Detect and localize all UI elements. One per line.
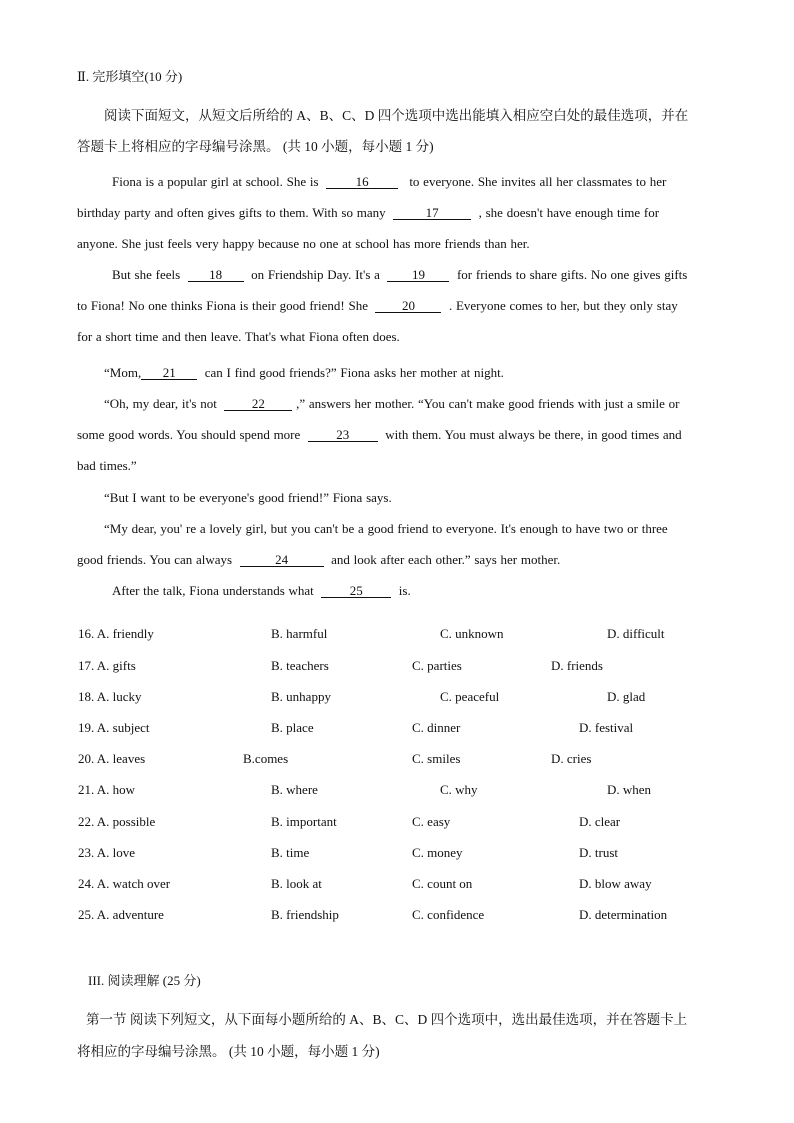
passage-line: Fiona is a popular girl at school. She is 16 to everyone. She invites all her classmates to her — [112, 174, 667, 189]
option-24-b[interactable]: B. look at — [271, 876, 322, 891]
option-22-b[interactable]: B. important — [271, 814, 337, 829]
section-title-reading: III. 阅读理解 (25 分) — [88, 973, 201, 988]
option-21-d[interactable]: D. when — [607, 782, 652, 797]
passage-line: “Oh, my dear, it's not 22 ,” answers her mother. “You can't make good friends with just a smile or — [104, 396, 680, 411]
cloze-instruction-line2: 答题卡上将相应的字母编号涂黑。 (共 10 小题，每小题 1 分) — [77, 139, 434, 154]
blank-16[interactable]: 16 — [326, 175, 398, 189]
option-18-b[interactable]: B. unhappy — [271, 689, 331, 704]
reading-instruction-line1: 第一节 阅读下列短文，从下面每小题所给的 A、B、C、D 四个选项中，选出最佳选项，并在答题卡上 — [86, 1012, 688, 1027]
passage-line: But she feels 18 on Friendship Day. It's a 19 for friends to share gifts. No one gives gifts — [112, 267, 688, 282]
option-17-c[interactable]: C. parties — [412, 658, 462, 673]
option-18-a[interactable]: 18. A. lucky — [78, 689, 142, 704]
option-20-b[interactable]: B.comes — [243, 751, 289, 766]
passage-line: bad times.” — [77, 458, 137, 473]
option-23-d[interactable]: D. trust — [579, 845, 618, 860]
reading-instruction-line2: 将相应的字母编号涂黑。 (共 10 小题，每小题 1 分) — [77, 1044, 380, 1059]
option-24-a[interactable]: 24. A. watch over — [78, 876, 171, 891]
option-24-d[interactable]: D. blow away — [579, 876, 652, 891]
option-22-d[interactable]: D. clear — [579, 814, 621, 829]
option-18-c[interactable]: C. peaceful — [440, 689, 500, 704]
blank-21[interactable]: 21 — [141, 366, 197, 380]
option-16-c[interactable]: C. unknown — [440, 626, 504, 641]
option-16-a[interactable]: 16. A. friendly — [78, 626, 154, 641]
option-25-d[interactable]: D. determination — [579, 907, 668, 922]
option-16-d[interactable]: D. difficult — [607, 626, 665, 641]
option-25-b[interactable]: B. friendship — [271, 907, 339, 922]
option-22-a[interactable]: 22. A. possible — [78, 814, 156, 829]
option-19-b[interactable]: B. place — [271, 720, 314, 735]
option-24-c[interactable]: C. count on — [412, 876, 473, 891]
blank-22[interactable]: 22 — [224, 397, 292, 411]
section-title-cloze: Ⅱ. 完形填空(10 分) — [77, 69, 183, 84]
blank-18[interactable]: 18 — [188, 268, 244, 282]
option-18-d[interactable]: D. glad — [607, 689, 646, 704]
option-19-d[interactable]: D. festival — [579, 720, 634, 735]
passage-line: “Mom, 21 can I find good friends?” Fiona asks her mother at night. — [104, 365, 504, 380]
option-22-c[interactable]: C. easy — [412, 814, 451, 829]
blank-17[interactable]: 17 — [393, 206, 471, 220]
passage-line: “But I want to be everyone's good friend!” Fiona says. — [104, 490, 392, 505]
passage-line: to Fiona! No one thinks Fiona is their good friend! She 20 . Everyone comes to her, but they only stay — [77, 298, 678, 313]
option-20-a[interactable]: 20. A. leaves — [78, 751, 146, 766]
passage-line: some good words. You should spend more 23 with them. You must always be there, in good times and — [77, 427, 682, 442]
blank-23[interactable]: 23 — [308, 428, 378, 442]
option-25-a[interactable]: 25. A. adventure — [78, 907, 164, 922]
option-25-c[interactable]: C. confidence — [412, 907, 485, 922]
option-19-a[interactable]: 19. A. subject — [78, 720, 150, 735]
passage-line: anyone. She just feels very happy because no one at school has more friends than her. — [77, 236, 530, 251]
blank-24[interactable]: 24 — [240, 553, 324, 567]
option-21-c[interactable]: C. why — [440, 782, 478, 797]
option-16-b[interactable]: B. harmful — [271, 626, 328, 641]
option-23-b[interactable]: B. time — [271, 845, 310, 860]
passage-line: good friends. You can always 24 and look after each other.” says her mother. — [77, 552, 561, 567]
option-23-a[interactable]: 23. A. love — [78, 845, 136, 860]
blank-25[interactable]: 25 — [321, 584, 391, 598]
cloze-instruction-line1: 阅读下面短文，从短文后所给的 A、B、C、D 四个选项中选出能填入相应空白处的最佳选项，并在 — [104, 108, 689, 123]
option-20-d[interactable]: D. cries — [551, 751, 592, 766]
blank-19[interactable]: 19 — [387, 268, 449, 282]
passage-line: birthday party and often gives gifts to them. With so many 17 , she doesn't have enough time for — [77, 205, 660, 220]
option-17-d[interactable]: D. friends — [551, 658, 603, 673]
option-19-c[interactable]: C. dinner — [412, 720, 461, 735]
passage-line: for a short time and then leave. That's what Fiona often does. — [77, 329, 400, 344]
option-17-a[interactable]: 17. A. gifts — [78, 658, 136, 673]
option-17-b[interactable]: B. teachers — [271, 658, 329, 673]
passage-line: “My dear, you' re a lovely girl, but you can't be a good friend to everyone. It's enough to have two or three — [104, 521, 668, 536]
option-20-c[interactable]: C. smiles — [412, 751, 461, 766]
blank-20[interactable]: 20 — [375, 299, 441, 313]
option-21-a[interactable]: 21. A. how — [78, 782, 136, 797]
option-23-c[interactable]: C. money — [412, 845, 463, 860]
option-21-b[interactable]: B. where — [271, 782, 318, 797]
passage-line: After the talk, Fiona understands what 25 is. — [112, 583, 411, 598]
